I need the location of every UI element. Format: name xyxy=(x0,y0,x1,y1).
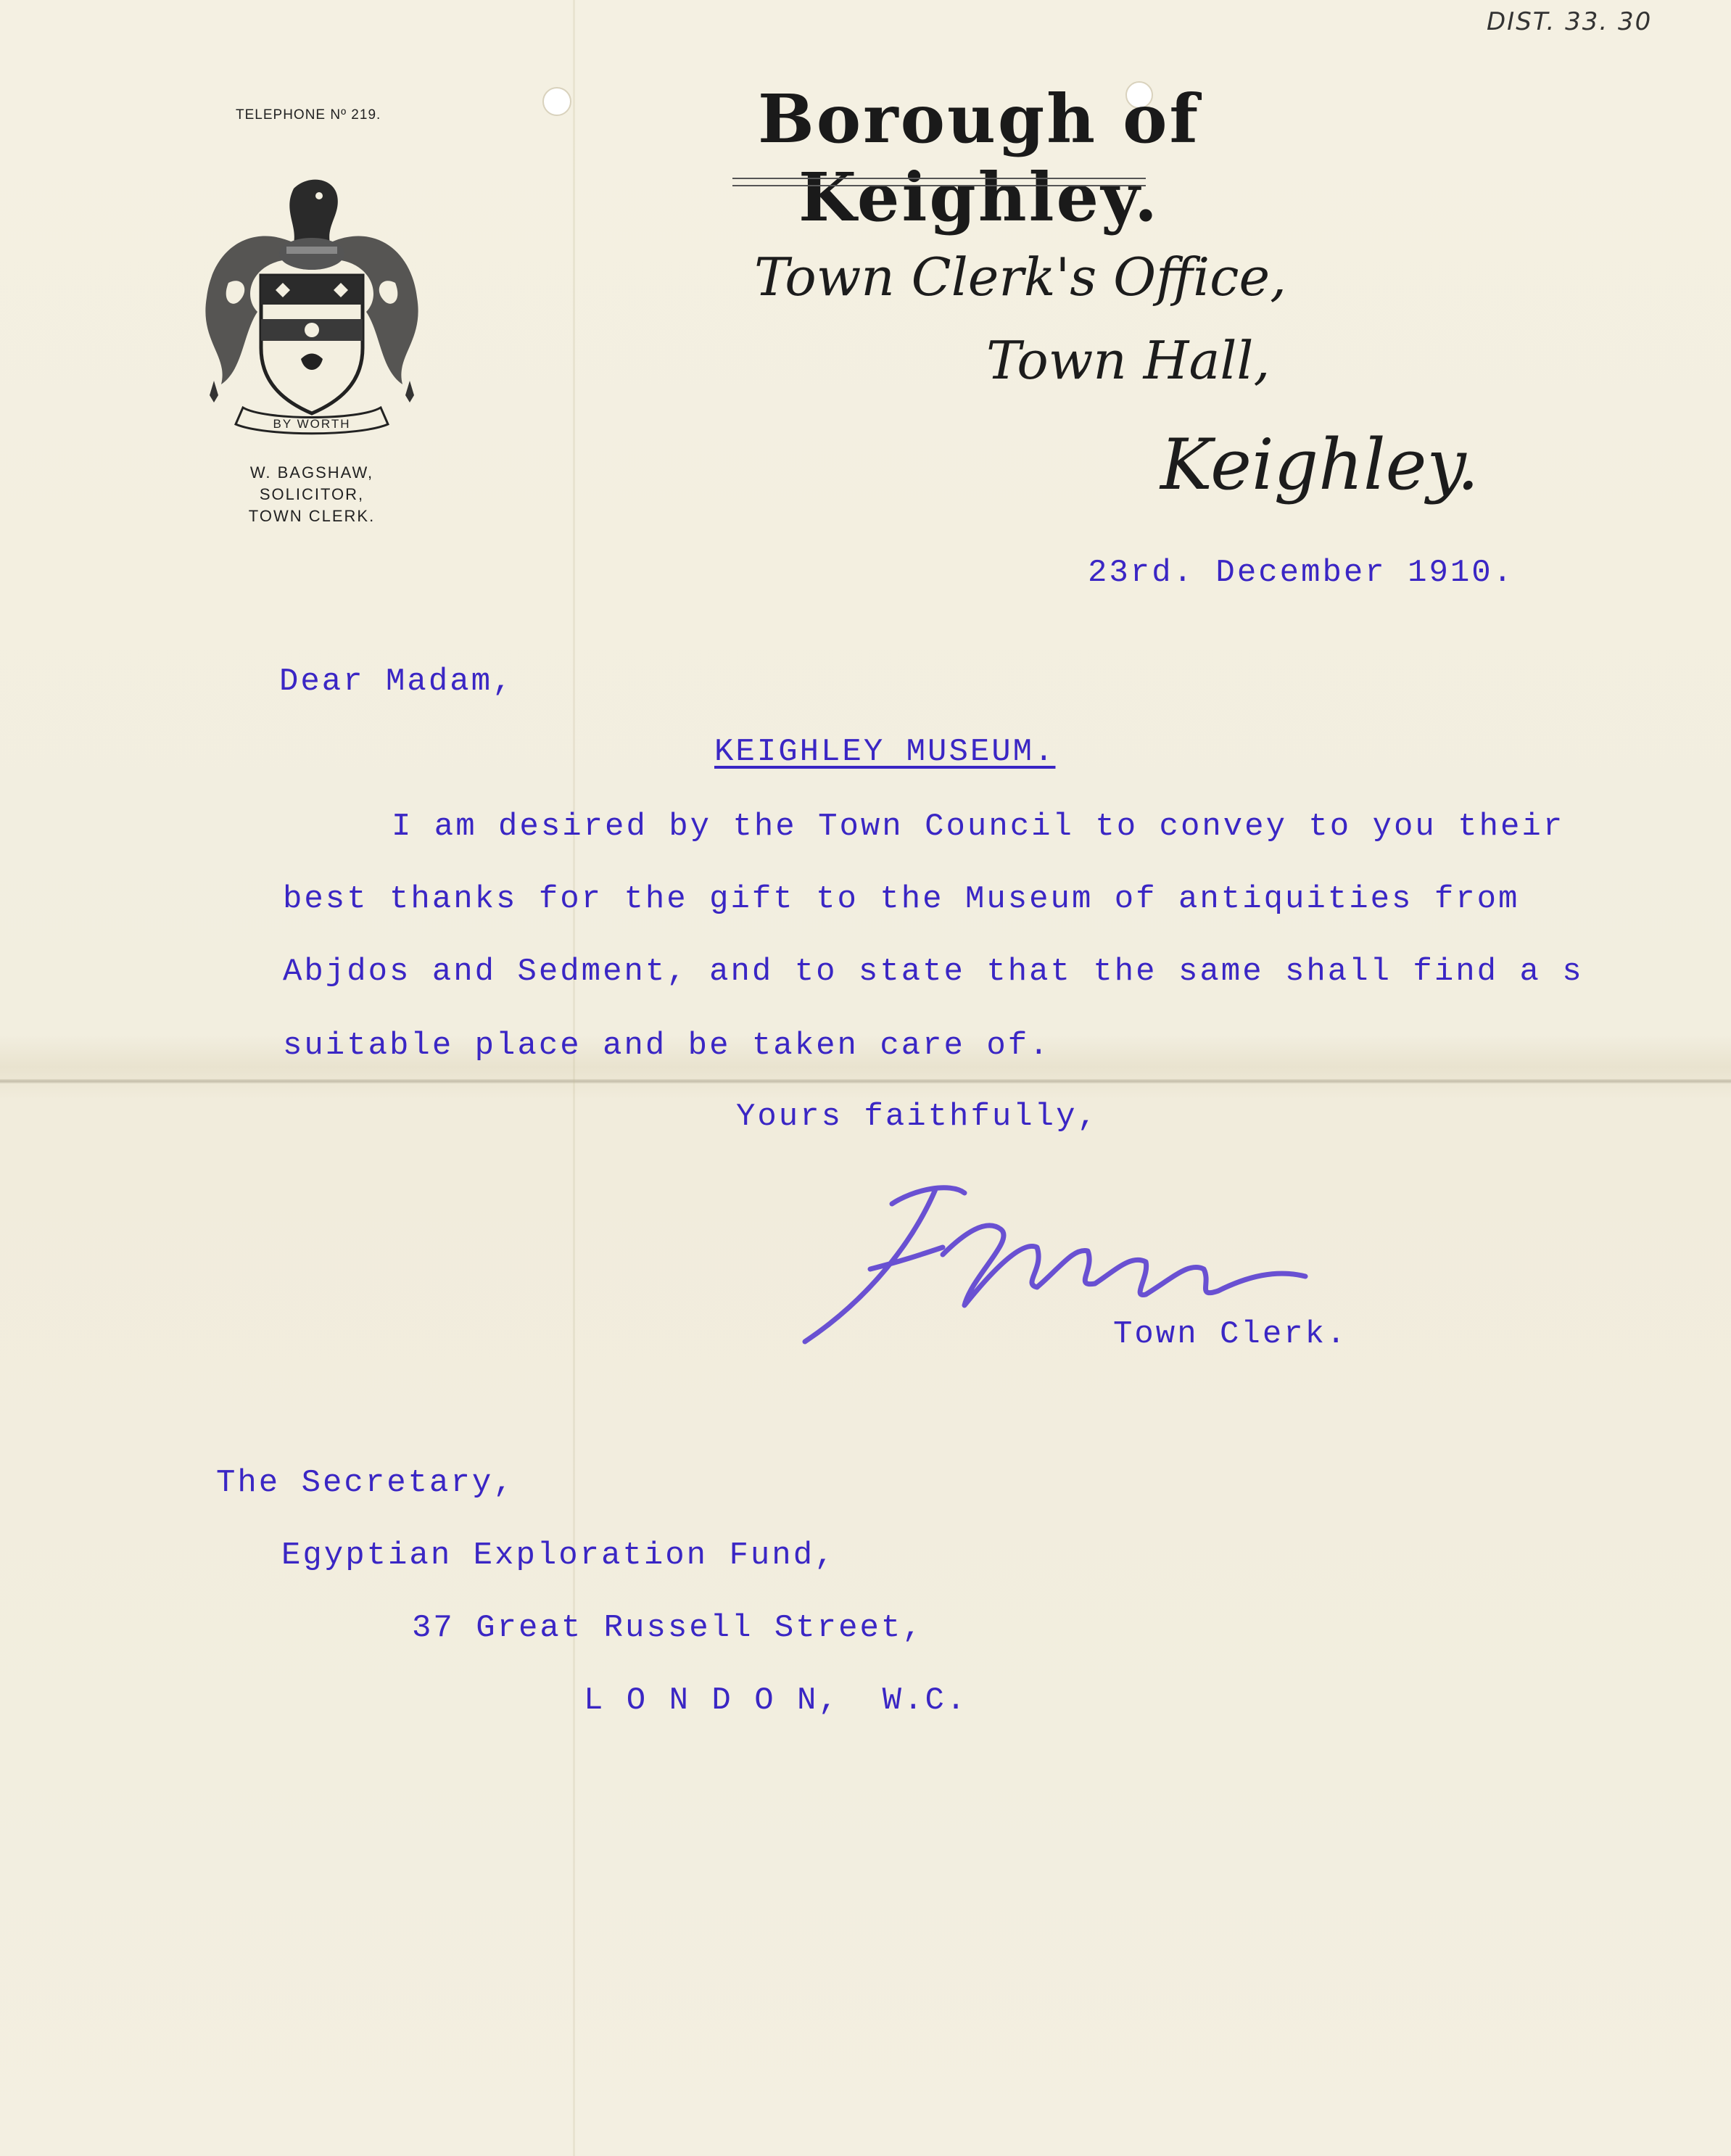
official-name: W. BAGSHAW, xyxy=(249,463,374,482)
recipient-line-3: 37 Great Russell Street, xyxy=(412,1610,924,1646)
body-line-2: best thanks for the gift to the Museum of antiquities from xyxy=(283,881,1520,917)
coat-of-arms xyxy=(199,174,424,439)
hall-line: Town Hall, xyxy=(986,330,1271,391)
official-profession: SOLICITOR, xyxy=(259,485,365,503)
body-line-1: I am desired by the Town Council to convey to you their xyxy=(392,809,1565,845)
place-line: Keighley. xyxy=(1160,424,1479,505)
heading-rule xyxy=(732,178,1146,186)
office-line: Town Clerk's Office, xyxy=(754,247,1286,307)
paper-fold xyxy=(0,1079,1731,1083)
body-line-4: suitable place and be taken care of. xyxy=(283,1028,1051,1064)
recipient-line-1: The Secretary, xyxy=(216,1465,515,1501)
closing: Yours faithfully, xyxy=(736,1099,1099,1135)
borough-heading: Borough of Keighley. xyxy=(757,80,1201,236)
telephone-number: TELEPHONE Nº 219. xyxy=(236,107,381,123)
motto-text: BY WORTH xyxy=(273,417,351,431)
recipient-line-4: L O N D O N, W.C. xyxy=(584,1682,968,1719)
salutation: Dear Madam, xyxy=(279,664,514,700)
paper-crease xyxy=(573,0,575,2156)
official-title: TOWN CLERK. xyxy=(248,507,376,525)
recipient-line-2: Egyptian Exploration Fund, xyxy=(281,1537,836,1574)
official-block xyxy=(218,462,406,527)
punch-hole-left xyxy=(542,87,571,116)
subject-line: KEIGHLEY MUSEUM. xyxy=(714,734,1056,770)
archive-reference: DIST. 33. 30 xyxy=(1487,7,1653,36)
letter-date: 23rd. December 1910. xyxy=(1088,555,1515,591)
signer-title: Town Clerk. xyxy=(1113,1316,1348,1352)
body-line-3: Abjdos and Sedment, and to state that the same shall find a s xyxy=(283,954,1584,990)
